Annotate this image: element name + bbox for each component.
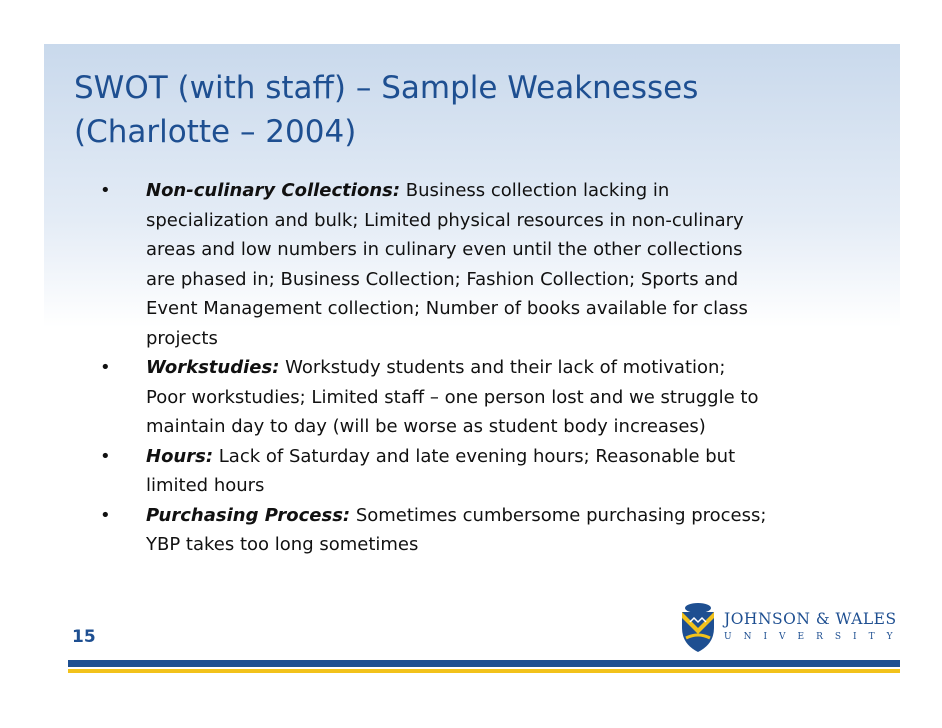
logo-name: JOHNSON & WALES bbox=[724, 610, 897, 628]
bullet-text: Business collection lacking in bbox=[400, 180, 670, 201]
bullet-text: YBP takes too long sometimes bbox=[146, 534, 419, 555]
title-line-2: (Charlotte – 2004) bbox=[74, 114, 357, 150]
bullet-dot: • bbox=[100, 445, 111, 467]
bullet-item bbox=[96, 353, 866, 442]
bullet-label: Hours: bbox=[146, 445, 214, 467]
footer-rule-blue bbox=[68, 660, 900, 667]
bullet-text: Workstudy students and their lack of motivation; bbox=[279, 357, 726, 378]
footer-rule-gold bbox=[68, 669, 900, 673]
bullet-dot: • bbox=[100, 504, 111, 526]
bullet-text: limited hours bbox=[146, 475, 265, 496]
bullet-text: Event Management collection; Number of books available for class bbox=[146, 298, 748, 319]
bullet-text: specialization and bulk; Limited physical resources in non-culinary bbox=[146, 209, 744, 231]
bullet-text: Poor workstudies; Limited staff – one person lost and we struggle to bbox=[146, 386, 759, 408]
slide-title bbox=[74, 66, 894, 154]
bullet-label: Non-culinary Collections: bbox=[146, 180, 401, 201]
bullet-text: Lack of Saturday and late evening hours; Reasonable but bbox=[213, 445, 736, 467]
page-number: 15 bbox=[72, 627, 96, 647]
logo-subname: UNIVERSITY bbox=[724, 632, 905, 642]
bullet-text: are phased in; Business Collection; Fashion Collection; Sports and bbox=[146, 268, 739, 290]
bullet-item bbox=[96, 501, 866, 560]
bullet-text: areas and low numbers in culinary even until the other collections bbox=[146, 239, 743, 260]
bullet-item bbox=[96, 176, 866, 353]
bullet-label: Purchasing Process: bbox=[146, 504, 351, 526]
bullet-label: Workstudies: bbox=[146, 357, 280, 378]
bullet-text: maintain day to day (will be worse as student body increases) bbox=[146, 416, 706, 437]
bullet-text: projects bbox=[146, 327, 218, 349]
bullet-item bbox=[96, 442, 866, 501]
title-line-1: SWOT (with staff) – Sample Weaknesses bbox=[74, 70, 699, 106]
bullet-dot: • bbox=[100, 180, 111, 201]
bullet-dot: • bbox=[100, 357, 111, 378]
university-seal-icon bbox=[676, 598, 720, 654]
bullet-text: Sometimes cumbersome purchasing process; bbox=[350, 504, 767, 526]
bullet-list bbox=[96, 176, 866, 560]
